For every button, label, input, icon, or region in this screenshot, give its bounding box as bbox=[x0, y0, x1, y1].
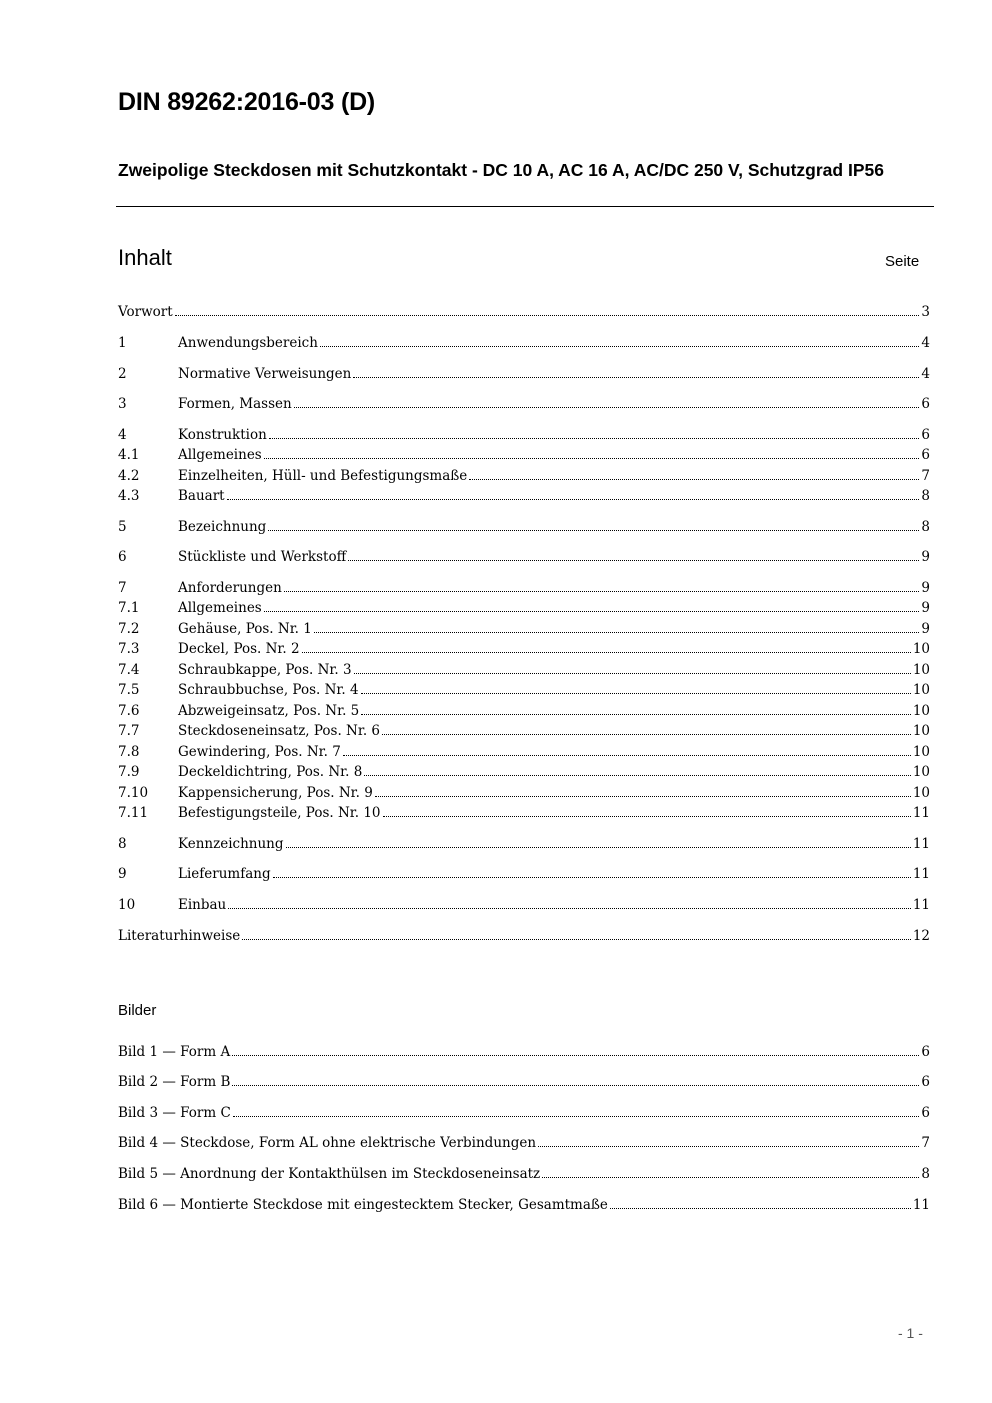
toc-entry-number: 7.10 bbox=[118, 785, 149, 801]
figure-entry-title: Bild 3 — Form C bbox=[118, 1105, 231, 1121]
toc-entry-title: Bezeichnung bbox=[178, 519, 267, 535]
toc-entry-page: 10 bbox=[912, 723, 930, 739]
toc-entry-number: 5 bbox=[118, 519, 127, 535]
toc-entry-number: 3 bbox=[118, 396, 127, 412]
toc-entry-number: 10 bbox=[118, 897, 136, 913]
figure-entry-page: 6 bbox=[921, 1044, 930, 1060]
toc-entry-page: 10 bbox=[912, 764, 930, 780]
toc-entry-page: 4 bbox=[921, 335, 930, 351]
toc-entry-number: 7.11 bbox=[118, 805, 149, 821]
figure-entry[interactable] bbox=[118, 1164, 930, 1184]
toc-entry-number: 1 bbox=[118, 335, 127, 351]
toc-entry-title: Bauart bbox=[178, 488, 225, 504]
toc-entry-title: Einbau bbox=[178, 897, 227, 913]
toc-entry-title: Einzelheiten, Hüll- und Befestigungsmaße bbox=[178, 468, 468, 484]
figure-entry-page: 11 bbox=[912, 1197, 930, 1213]
toc-entry-title: Anwendungsbereich bbox=[178, 335, 318, 351]
toc-entry-title: Gewindering, Pos. Nr. 7 bbox=[178, 744, 341, 760]
toc-entry-page: 11 bbox=[912, 836, 930, 852]
toc-entry-page: 9 bbox=[921, 600, 930, 616]
figure-entry-page: 6 bbox=[921, 1105, 930, 1121]
toc-entry-title: Anforderungen bbox=[178, 580, 282, 596]
figure-entry-title: Bild 2 — Form B bbox=[118, 1074, 231, 1090]
toc-entry-page: 6 bbox=[921, 396, 930, 412]
toc-entry-page: 4 bbox=[921, 366, 930, 382]
toc-entry-number: 6 bbox=[118, 549, 127, 565]
figure-entry[interactable] bbox=[118, 1072, 930, 1092]
toc-entry-number: 2 bbox=[118, 366, 127, 382]
toc-entry-number: 7.7 bbox=[118, 723, 140, 739]
toc-entry-page: 6 bbox=[921, 427, 930, 443]
figure-entry-page: 8 bbox=[921, 1166, 930, 1182]
toc-entry-page: 8 bbox=[921, 488, 930, 504]
figure-entry-title: Bild 4 — Steckdose, Form AL ohne elektrische Verbindungen bbox=[118, 1135, 537, 1151]
toc-entry-page: 10 bbox=[912, 744, 930, 760]
toc-entry-number: 7 bbox=[118, 580, 127, 596]
toc-entry-page: 9 bbox=[921, 580, 930, 596]
toc-entry-title: Konstruktion bbox=[178, 427, 267, 443]
toc-entry-page: 3 bbox=[921, 304, 930, 320]
toc-entry-number: 7.4 bbox=[118, 662, 140, 678]
figure-dot-leader bbox=[232, 1043, 919, 1056]
toc-entry-title: Abzweigeinsatz, Pos. Nr. 5 bbox=[178, 703, 360, 719]
toc-entry-number: 4.2 bbox=[118, 468, 140, 484]
toc-entry-title: Kennzeichnung bbox=[178, 836, 284, 852]
toc-entry-number: 7.8 bbox=[118, 744, 140, 760]
figures-heading: Bilder bbox=[118, 1002, 157, 1019]
figure-dot-leader bbox=[538, 1134, 919, 1147]
toc-entry-page: 10 bbox=[912, 682, 930, 698]
figure-entry-page: 7 bbox=[921, 1135, 930, 1151]
figure-entry[interactable] bbox=[118, 1103, 930, 1123]
contents-heading: Inhalt bbox=[118, 245, 172, 270]
toc-entry-number: 7.9 bbox=[118, 764, 140, 780]
figure-dot-leader bbox=[610, 1196, 911, 1209]
toc-entry-title: Deckel, Pos. Nr. 2 bbox=[178, 641, 300, 657]
toc-entry-title: Normative Verweisungen bbox=[178, 366, 352, 382]
toc-entry-number: 4.3 bbox=[118, 488, 140, 504]
toc-entry-number: 7.6 bbox=[118, 703, 140, 719]
toc-entry-page: 11 bbox=[912, 805, 930, 821]
toc-entry-page: 12 bbox=[912, 928, 930, 944]
page-number: - 1 - bbox=[898, 1325, 923, 1341]
toc-entry-number: 7.5 bbox=[118, 682, 140, 698]
figure-dot-leader bbox=[232, 1073, 919, 1086]
toc-entry-page: 11 bbox=[912, 866, 930, 882]
toc-entry-title: Allgemeines bbox=[178, 447, 262, 463]
toc-entry-title: Vorwort bbox=[118, 304, 173, 320]
toc-entry-page: 9 bbox=[921, 621, 930, 637]
figure-entry-title: Bild 5 — Anordnung der Kontakthülsen im Steckdoseneinsatz bbox=[118, 1166, 541, 1182]
figure-entry-title: Bild 1 — Form A bbox=[118, 1044, 231, 1060]
document-id: DIN 89262:2016-03 (D) bbox=[118, 88, 376, 116]
document-title: Zweipolige Steckdosen mit Schutzkontakt - DC 10 A, AC 16 A, AC/DC 250 V, Schutzgrad IP56 bbox=[118, 160, 884, 180]
toc-entry-title: Kappensicherung, Pos. Nr. 9 bbox=[178, 785, 373, 801]
toc-entry-page: 10 bbox=[912, 662, 930, 678]
toc-entry-number: 7.2 bbox=[118, 621, 140, 637]
toc-entry-title: Stückliste und Werkstoff bbox=[178, 549, 347, 565]
toc-entry-title: Befestigungsteile, Pos. Nr. 10 bbox=[178, 805, 381, 821]
toc-entry-title: Allgemeines bbox=[178, 600, 262, 616]
toc-entry-number: 9 bbox=[118, 866, 127, 882]
toc-entry-title: Schraubbuchse, Pos. Nr. 4 bbox=[178, 682, 359, 698]
figure-entry[interactable] bbox=[118, 1195, 930, 1215]
toc-entry-title: Gehäuse, Pos. Nr. 1 bbox=[178, 621, 312, 637]
figure-entry[interactable] bbox=[118, 1133, 930, 1153]
figure-dot-leader bbox=[233, 1104, 920, 1117]
toc-entry-title: Steckdoseneinsatz, Pos. Nr. 6 bbox=[178, 723, 381, 739]
toc-entry-page: 8 bbox=[921, 519, 930, 535]
toc-entry-title: Schraubkappe, Pos. Nr. 3 bbox=[178, 662, 352, 678]
toc-entry-number: 4 bbox=[118, 427, 127, 443]
page-column-label: Seite bbox=[885, 253, 920, 270]
toc-entry-page: 6 bbox=[921, 447, 930, 463]
toc-entry-page: 11 bbox=[912, 897, 930, 913]
figure-entry[interactable] bbox=[118, 1042, 930, 1062]
toc-entry-number: 7.3 bbox=[118, 641, 140, 657]
toc-entry-page: 10 bbox=[912, 703, 930, 719]
toc-entry-title: Literaturhinweise bbox=[118, 928, 241, 944]
figure-entry-title: Bild 6 — Montierte Steckdose mit eingestecktem Stecker, Gesamtmaße bbox=[118, 1197, 608, 1213]
toc-entry-page: 7 bbox=[921, 468, 930, 484]
toc-entry-number: 4.1 bbox=[118, 447, 140, 463]
toc-entry-title: Deckeldichtring, Pos. Nr. 8 bbox=[178, 764, 363, 780]
toc-entry-page: 9 bbox=[921, 549, 930, 565]
toc-entry-number: 7.1 bbox=[118, 600, 140, 616]
toc-entry-title: Formen, Massen bbox=[178, 396, 292, 412]
figure-entry-page: 6 bbox=[921, 1074, 930, 1090]
toc-entry-number: 8 bbox=[118, 836, 127, 852]
toc-entry-title: Lieferumfang bbox=[178, 866, 271, 882]
toc-entry-page: 10 bbox=[912, 785, 930, 801]
toc-entry-page: 10 bbox=[912, 641, 930, 657]
figure-dot-leader bbox=[542, 1165, 919, 1178]
